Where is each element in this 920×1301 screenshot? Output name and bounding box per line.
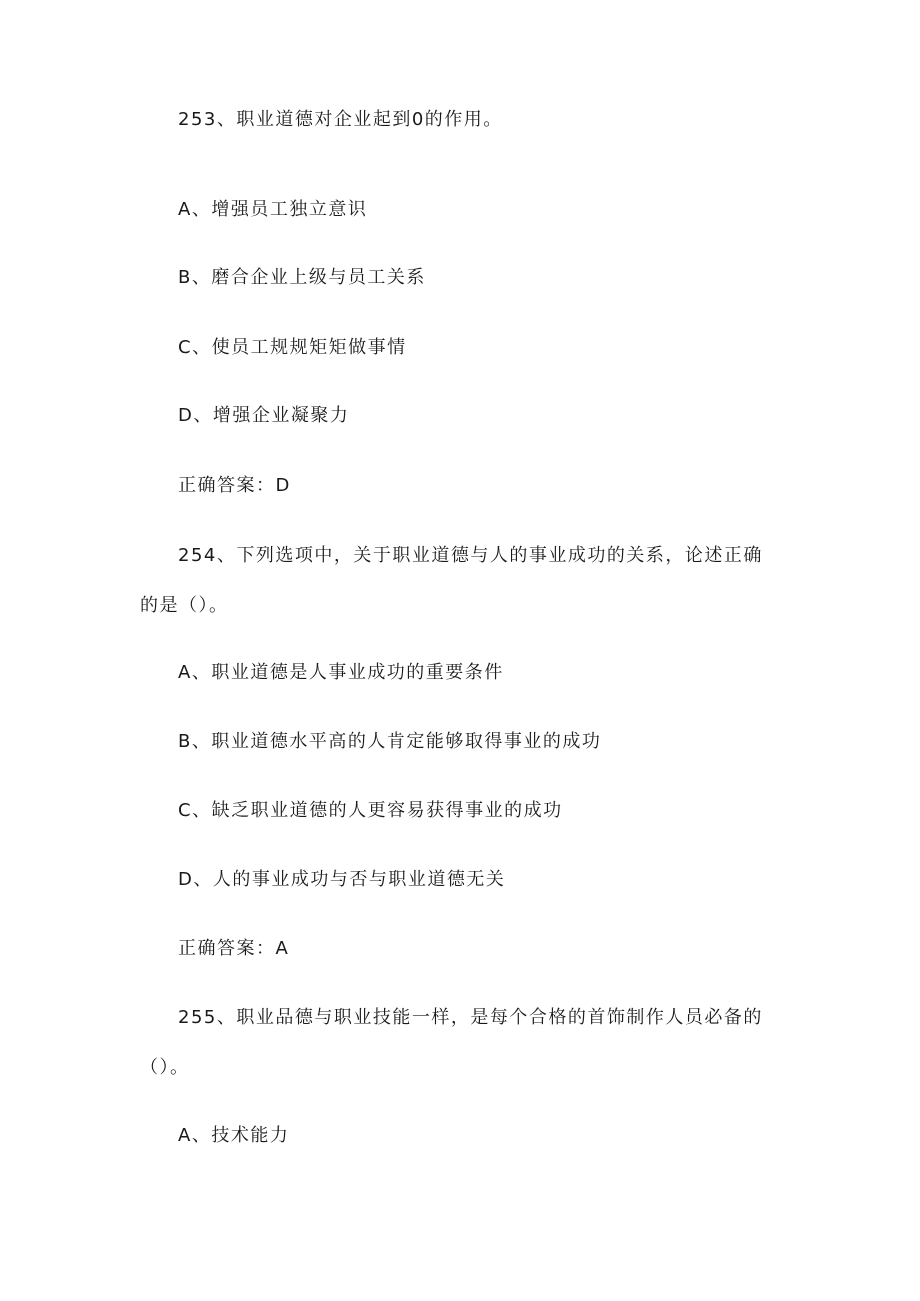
question-255-stem: 255、职业品德与职业技能一样，是每个合格的首饰制作人员必备的 — [178, 1007, 763, 1028]
question-254-option-b: B、职业道德水平高的人肯定能够取得事业的成功 — [178, 731, 602, 752]
question-255-stem-continuation: （）。 — [140, 1057, 190, 1078]
question-255-option-a: A、技术能力 — [178, 1125, 290, 1146]
question-253-option-d: D、增强企业凝聚力 — [178, 405, 350, 426]
question-254-stem: 254、下列选项中，关于职业道德与人的事业成功的关系，论述正确 — [178, 545, 763, 566]
question-254-answer: 正确答案：A — [178, 938, 290, 959]
question-254-stem-continuation: 的是（）。 — [140, 595, 229, 616]
question-254-option-c: C、缺乏职业道德的人更容易获得事业的成功 — [178, 800, 563, 821]
question-253-answer: 正确答案：D — [178, 475, 291, 496]
question-254-option-a: A、职业道德是人事业成功的重要条件 — [178, 662, 504, 683]
question-253-option-b: B、磨合企业上级与员工关系 — [178, 267, 426, 288]
question-254-option-d: D、人的事业成功与否与职业道德无关 — [178, 869, 506, 890]
question-253-stem: 253、职业道德对企业起到0的作用。 — [178, 109, 503, 130]
question-253-option-c: C、使员工规规矩矩做事情 — [178, 337, 407, 358]
question-253-option-a: A、增强员工独立意识 — [178, 199, 368, 220]
